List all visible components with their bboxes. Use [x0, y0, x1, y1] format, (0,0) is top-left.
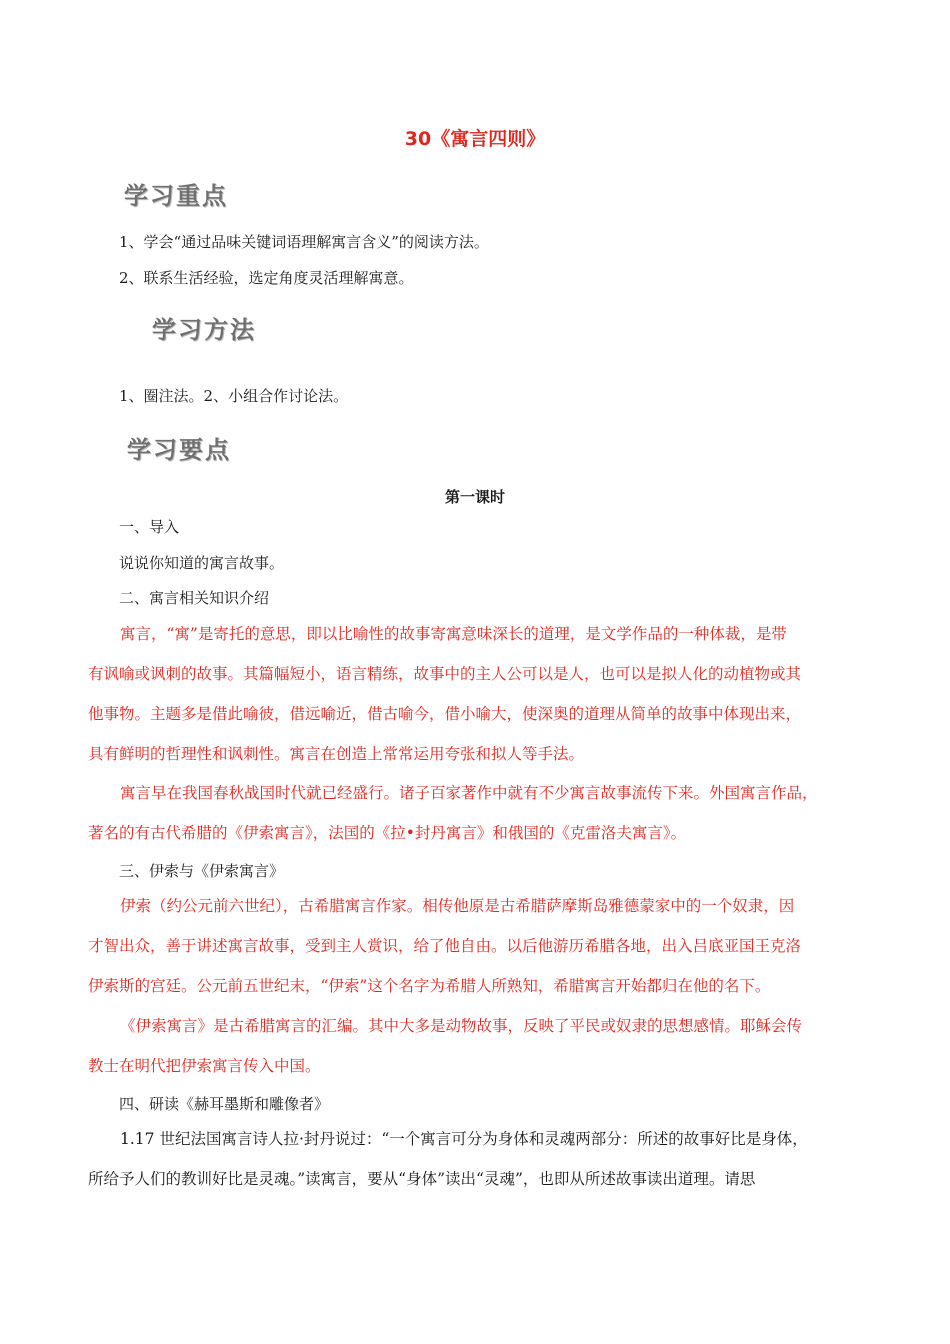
section-2-paragraph-1 — [88, 614, 866, 774]
section-4-paragraph-1 — [88, 1119, 866, 1199]
section-2-heading: 二、寓言相关知识介绍 — [119, 589, 270, 607]
method-heading: 学习方法 — [152, 316, 256, 344]
paragraph-line: 教士在明代把伊索寓言传入中国。 — [88, 1057, 321, 1075]
paragraph-line: 具有鲜明的哲理性和讽刺性。寓言在创造上常常运用夸张和拟人等手法。 — [88, 745, 585, 763]
section-3-paragraph-2 — [88, 1006, 866, 1086]
paragraph-line: 所给予人们的教训好比是灵魂。”读寓言，要从“身体”读出“灵魂”，也即从所述故事读出道理。请思 — [88, 1170, 756, 1188]
section-1-text: 说说你知道的寓言故事。 — [119, 554, 285, 572]
paragraph-line: 伊索斯的宫廷。公元前五世纪末，“伊索”这个名字为希腊人所熟知，希腊寓言开始都归在他的名下。 — [88, 977, 771, 995]
paragraph-line: 1.17 世纪法国寓言诗人拉·封丹说过：“一个寓言可分为身体和灵魂两部分：所述的故事好比是身体， — [120, 1130, 808, 1148]
document-title: 30《寓言四则》 — [404, 128, 546, 150]
focus-item-2: 2、联系生活经验，选定角度灵活理解寓意。 — [119, 269, 414, 287]
points-heading: 学习要点 — [127, 436, 231, 464]
focus-heading: 学习重点 — [124, 182, 228, 210]
section-3-heading: 三、伊索与《伊索寓言》 — [119, 862, 285, 880]
lesson-title: 第一课时 — [444, 488, 505, 506]
paragraph-line: 他事物。主题多是借此喻彼，借远喻近，借古喻今，借小喻大，使深奥的道理从简单的故事中体现出来， — [88, 705, 802, 723]
section-2-paragraph-2 — [88, 773, 866, 853]
method-text: 1、圈注法。2、小组合作讨论法。 — [119, 387, 349, 405]
paragraph-line: 《伊索寓言》是古希腊寓言的汇编。其中大多是动物故事，反映了平民或奴隶的思想感情。耶稣会传 — [120, 1017, 803, 1035]
section-1-heading: 一、导入 — [119, 518, 180, 536]
paragraph-line: 寓言，“寓”是寄托的意思，即以比喻性的故事寄寓意味深长的道理，是文学作品的一种体裁，是带 — [120, 625, 787, 643]
paragraph-line: 伊索（约公元前六世纪），古希腊寓言作家。相传他原是古希腊萨摩斯岛雅德蒙家中的一个奴隶，因 — [120, 897, 795, 915]
section-3-paragraph-1 — [88, 886, 866, 1006]
focus-item-1: 1、学会“通过品味关键词语理解寓言含义”的阅读方法。 — [119, 233, 489, 251]
paragraph-line: 寓言早在我国春秋战国时代就已经盛行。诸子百家著作中就有不少寓言故事流传下来。外国寓言作品， — [120, 784, 818, 802]
paragraph-line: 才智出众，善于讲述寓言故事，受到主人赏识，给了他自由。以后他游历希腊各地，出入吕底亚国王克洛 — [88, 937, 802, 955]
paragraph-line: 有讽喻或讽刺的故事。其篇幅短小，语言精练，故事中的主人公可以是人，也可以是拟人化的动植物或其 — [88, 665, 802, 683]
paragraph-line: 著名的有古代希腊的《伊索寓言》，法国的《拉•封丹寓言》和俄国的《克雷洛夫寓言》。 — [88, 824, 687, 842]
section-4-heading: 四、研读《赫耳墨斯和雕像者》 — [119, 1095, 330, 1113]
